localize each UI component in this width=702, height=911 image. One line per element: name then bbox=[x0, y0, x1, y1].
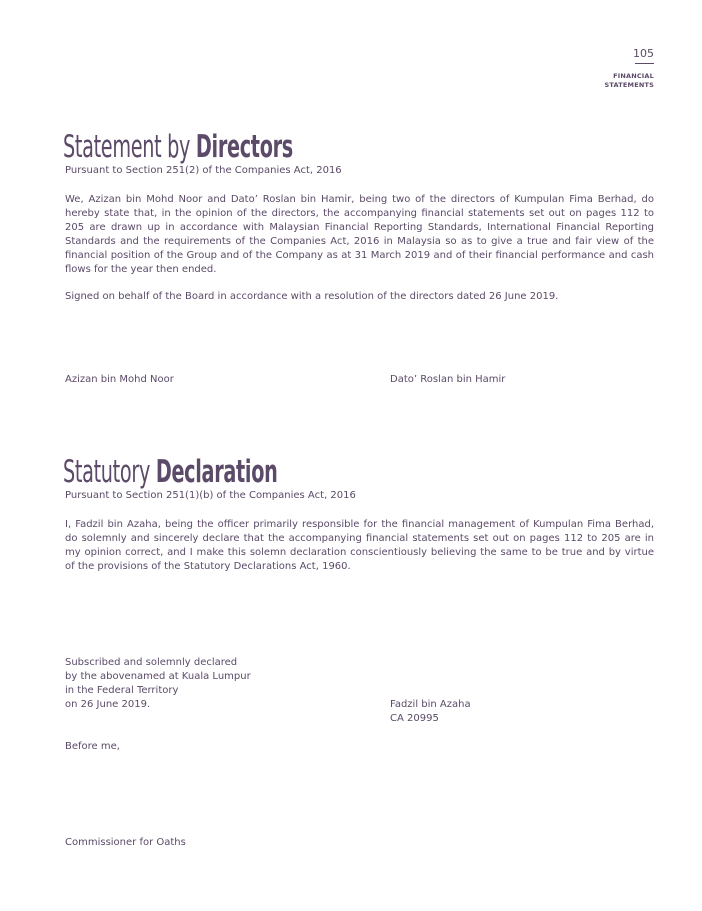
subscribed-line: by the abovenamed at Kuala Lumpur bbox=[65, 671, 251, 682]
subscribed-line: in the Federal Territory bbox=[65, 685, 179, 696]
officer-name: Fadzil bin Azaha bbox=[390, 699, 471, 710]
declaration-title-bold: Declaration bbox=[155, 454, 278, 490]
commissioner-for-oaths: Commissioner for Oaths bbox=[65, 837, 186, 848]
section-tag-line1: FINANCIAL bbox=[613, 72, 654, 80]
signatory-1: Azizan bin Mohd Noor bbox=[65, 374, 174, 385]
declaration-subtitle: Pursuant to Section 251(1)(b) of the Companies Act, 2016 bbox=[65, 490, 356, 501]
section-tag bbox=[605, 72, 654, 90]
directors-title-light: Statement by bbox=[63, 129, 196, 165]
declaration-title-light: Statutory bbox=[63, 454, 156, 490]
officer-block bbox=[390, 698, 471, 726]
section-tag-line2: STATEMENTS bbox=[604, 81, 654, 89]
before-me: Before me, bbox=[65, 741, 120, 752]
subscribed-line: on 26 June 2019. bbox=[65, 699, 151, 710]
directors-paragraph: We, Azizan bin Mohd Noor and Dato’ Roslan bin Hamir, being two of the directors of Kumpulan Fima Berhad, do hereby state that, in the opinion of the directors, the accompanying financial statements set out on pages 112 to 205 are drawn up in accordance with Malaysian Financial Reporting Standards, International Financial Reporting Standards and the requirements of the Companies Act, 2016 in Malaysia so as to give a true and fair view of the financial position of the Group and of the Company as at 31 March 2019 and of their financial performance and cash flows for the year then ended. bbox=[65, 194, 654, 275]
declaration-title bbox=[63, 455, 277, 489]
directors-title-bold: Directors bbox=[195, 129, 293, 165]
directors-subtitle: Pursuant to Section 251(2) of the Companies Act, 2016 bbox=[65, 165, 342, 176]
officer-id: CA 20995 bbox=[390, 713, 439, 724]
signatory-2: Dato’ Roslan bin Hamir bbox=[390, 374, 506, 385]
page-number: 105 bbox=[633, 47, 654, 60]
directors-title bbox=[63, 130, 293, 164]
declaration-paragraph: I, Fadzil bin Azaha, being the officer primarily responsible for the financial management of Kumpulan Fima Berhad, do solemnly and sincerely declare that the accompanying financial statements set out on pages 112 to 205 are in my opinion correct, and I make this solemn declaration conscientiously believing the same to be true and by virtue of the provisions of the Statutory Declarations Act, 1960. bbox=[65, 519, 654, 572]
header-rule bbox=[635, 63, 654, 64]
subscribed-line: Subscribed and solemnly declared bbox=[65, 657, 238, 668]
directors-signed-statement: Signed on behalf of the Board in accordance with a resolution of the directors dated 26 June 2019. bbox=[65, 291, 559, 302]
subscribed-block bbox=[65, 656, 251, 712]
